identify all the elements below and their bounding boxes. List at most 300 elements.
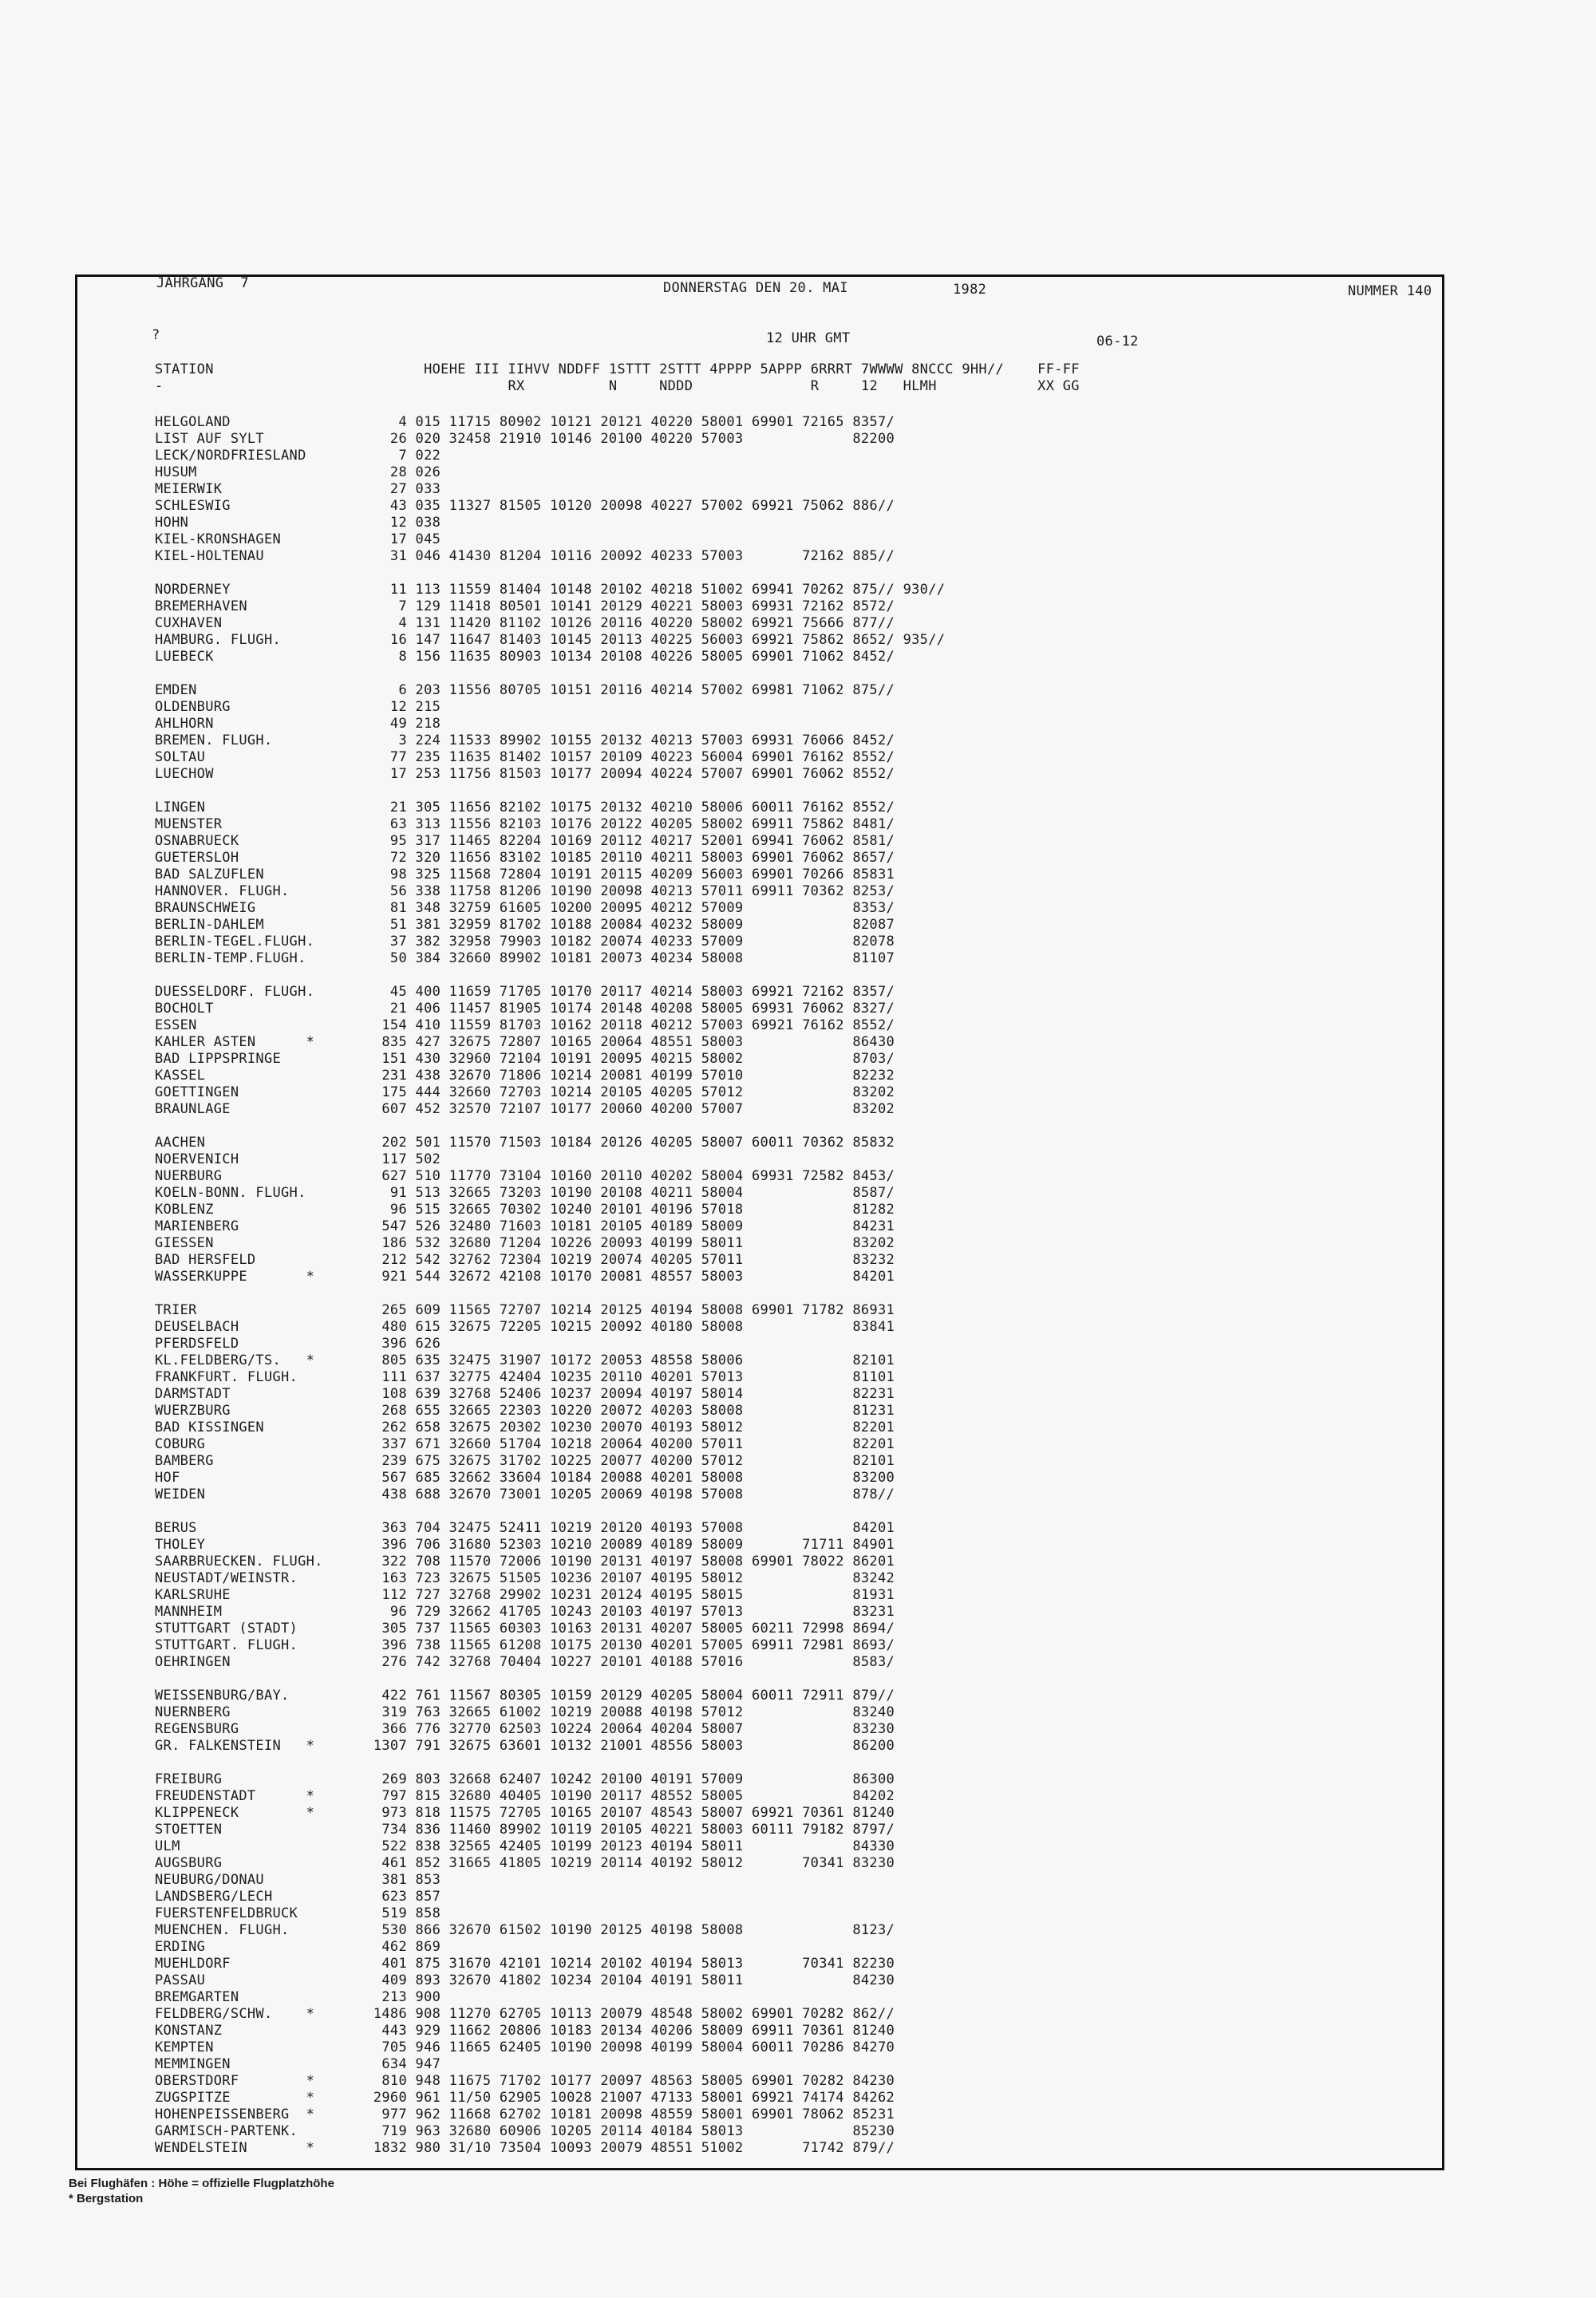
- station-height: 213: [381, 1989, 407, 2005]
- station-name: DUESSELDORF. FLUGH.: [155, 984, 315, 1000]
- station-row: [155, 1386, 1288, 1403]
- station-observation: 325 11568 72804 10191 20115 40209 56003 69901 70266 85831: [415, 867, 895, 882]
- station-name: LECK/NORDFRIESLAND: [155, 448, 306, 464]
- station-height: 96: [389, 1604, 407, 1620]
- station-observation: 313 11556 82103 10176 20122 40205 58002 69911 75862 8481/: [415, 816, 895, 832]
- station-observation: 708 11570 72006 10190 20131 40197 58008 69901 78022 86201: [415, 1554, 895, 1570]
- station-height: 27: [389, 481, 407, 497]
- station-observation: 763 32665 61002 10219 20088 40198 57012 83240: [415, 1704, 895, 1720]
- footnotes: [69, 2176, 334, 2206]
- station-name: BRAUNSCHWEIG: [155, 900, 256, 916]
- station-height: 977: [381, 2106, 407, 2122]
- station-row: [155, 1939, 1288, 1956]
- station-observation: 317 11465 82204 10169 20112 40217 52001 69941 76062 8581/: [415, 833, 895, 849]
- station-name: BAD LIPPSPRINGE: [155, 1051, 282, 1067]
- station-observation: 675 32675 31702 10225 20077 40200 57012 82101: [415, 1453, 895, 1469]
- station-name: FRANKFURT. FLUGH.: [155, 1369, 298, 1385]
- station-row: [155, 2073, 1288, 2090]
- station-height: 366: [381, 1721, 407, 1737]
- station-row: [155, 481, 1288, 498]
- station-name: MUENCHEN. FLUGH.: [155, 1922, 290, 1938]
- station-observation: 526 32480 71603 10181 20105 40189 58009 84231: [415, 1218, 895, 1234]
- station-name: ZUGSPITZE *: [155, 2090, 315, 2106]
- station-row: [155, 1001, 1288, 1017]
- station-observation: 510 11770 73104 10160 20110 40202 58004 69931 72582 8453/: [415, 1168, 895, 1184]
- station-observation: 853: [415, 1872, 441, 1888]
- station-height: 17: [389, 766, 407, 782]
- station-height: 51: [389, 917, 407, 933]
- jahrgang: JAHRGANG 7: [156, 275, 249, 291]
- station-name: MARIENBERG: [155, 1218, 239, 1234]
- station-name: NUERBURG: [155, 1168, 223, 1184]
- station-name: KIEL-KRONSHAGEN: [155, 531, 282, 547]
- station-name: LUEBECK: [155, 649, 214, 665]
- station-observation: 348 32759 61605 10200 20095 40212 57009 8353/: [415, 900, 895, 916]
- station-height: 627: [381, 1168, 407, 1184]
- station-row: [155, 2140, 1288, 2157]
- station-name: NORDERNEY: [155, 582, 231, 598]
- station-row: [155, 1621, 1288, 1637]
- station-row: [155, 850, 1288, 867]
- station-row: [155, 1956, 1288, 1972]
- station-observation: 852 31665 41805 10219 20114 40192 58012 70341 83230: [415, 1855, 895, 1871]
- station-name: COBURG: [155, 1436, 206, 1452]
- station-row: [155, 1587, 1288, 1604]
- station-row: [155, 1453, 1288, 1470]
- station-height: 239: [381, 1453, 407, 1469]
- station-observation: 803 32668 62407 10242 20100 40191 57009 86300: [415, 1771, 895, 1787]
- station-name: ESSEN: [155, 1017, 197, 1033]
- station-name: ULM: [155, 1838, 180, 1854]
- station-observation: 147 11647 81403 10145 20113 40225 56003 69921 75862 8652/ 935//: [415, 632, 946, 648]
- column-header-line1: STATION HOEHE III IIHVV NDDFF 1STTT 2STTT 4PPPP 5APPP 6RRRT 7WWWW 8NCCC 9HH// FF-FF: [155, 361, 1080, 377]
- station-height: 231: [381, 1068, 407, 1084]
- station-observation: 384 32660 89902 10181 20073 40234 58008 81107: [415, 950, 895, 966]
- station-height: 797: [381, 1788, 407, 1804]
- station-height: 72: [389, 850, 407, 866]
- station-row: [155, 800, 1288, 816]
- station-height: 56: [389, 883, 407, 899]
- station-height: 401: [381, 1956, 407, 1972]
- station-name: SAARBRUECKEN. FLUGH.: [155, 1554, 323, 1570]
- station-row: [155, 1151, 1288, 1168]
- station-observation: 022: [415, 448, 441, 464]
- station-observation: 020 32458 21910 10146 20100 40220 57003 82200: [415, 431, 895, 447]
- station-height: 337: [381, 1436, 407, 1452]
- station-name: LANDSBERG/LECH: [155, 1889, 273, 1905]
- station-height: 17: [389, 531, 407, 547]
- station-name: THOLEY: [155, 1537, 206, 1553]
- station-height: 480: [381, 1319, 407, 1335]
- station-height: 305: [381, 1621, 407, 1637]
- station-name: DEUSELBACH: [155, 1319, 239, 1335]
- station-observation: 761 11567 80305 10159 20129 40205 58004 60011 72911 879//: [415, 1688, 895, 1704]
- station-row: [155, 1403, 1288, 1419]
- station-height: 96: [389, 1202, 407, 1218]
- station-height: 112: [381, 1587, 407, 1603]
- station-row: [155, 1855, 1288, 1872]
- station-name: BAMBERG: [155, 1453, 214, 1469]
- station-observation: 727 32768 29902 10231 20124 40195 58015 81931: [415, 1587, 895, 1603]
- station-name: KASSEL: [155, 1068, 206, 1084]
- station-observation: 033: [415, 481, 441, 497]
- station-height: 396: [381, 1637, 407, 1653]
- station-height: 396: [381, 1336, 407, 1352]
- station-row: [155, 2123, 1288, 2140]
- station-observation: 438 32670 71806 10214 20081 40199 57010 82232: [415, 1068, 895, 1084]
- station-observation: 838 32565 42405 10199 20123 40194 58011 84330: [415, 1838, 895, 1854]
- station-name: SOLTAU: [155, 749, 206, 765]
- station-row: [155, 1972, 1288, 1989]
- station-observation: 961 11/50 62905 10028 21007 47133 58001 69921 74174 84262: [415, 2090, 895, 2106]
- station-height: 12: [389, 515, 407, 531]
- station-observation: 729 32662 41705 10243 20103 40197 57013 83231: [415, 1604, 895, 1620]
- station-row: [155, 1369, 1288, 1386]
- station-row: [155, 1554, 1288, 1570]
- station-observation: 723 32675 51505 10236 20107 40195 58012 83242: [415, 1570, 895, 1586]
- station-row: [155, 1922, 1288, 1939]
- station-height: 108: [381, 1386, 407, 1402]
- station-observation: 542 32762 72304 10219 20074 40205 57011 83232: [415, 1252, 895, 1268]
- station-observation: 502: [415, 1151, 441, 1167]
- station-observation: 515 32665 70302 10240 20101 40196 57018 81282: [415, 1202, 895, 1218]
- station-height: 2960: [373, 2090, 407, 2106]
- station-observation: 320 11656 83102 10185 20110 40211 58003 69901 76062 8657/: [415, 850, 895, 866]
- station-observation: 338 11758 81206 10190 20098 40213 57011 69911 70362 8253/: [415, 883, 895, 899]
- group-separator: [155, 1118, 1288, 1135]
- station-height: 409: [381, 1972, 407, 1988]
- station-row: [155, 1688, 1288, 1704]
- station-row: [155, 548, 1288, 565]
- station-row: [155, 766, 1288, 783]
- station-observation: 544 32672 42108 10170 20081 48557 58003 84201: [415, 1269, 895, 1285]
- station-name: BREMEN. FLUGH.: [155, 732, 273, 748]
- station-observation: 215: [415, 699, 441, 715]
- station-name: MANNHEIM: [155, 1604, 223, 1620]
- station-observation: 869: [415, 1939, 441, 1955]
- station-row: [155, 1034, 1288, 1051]
- station-height: 6: [398, 682, 407, 698]
- station-height: 519: [381, 1905, 407, 1921]
- station-row: [155, 1738, 1288, 1755]
- station-name: CUXHAVEN: [155, 615, 223, 631]
- station-height: 1486: [373, 2006, 407, 2022]
- station-height: 111: [381, 1369, 407, 1385]
- station-observation: 706 31680 52303 10210 20089 40189 58009 71711 84901: [415, 1537, 895, 1553]
- station-observation: 444 32660 72703 10214 20105 40205 57012 83202: [415, 1084, 895, 1100]
- station-row: [155, 1822, 1288, 1838]
- station-height: 567: [381, 1470, 407, 1486]
- station-name: GARMISCH-PARTENK.: [155, 2123, 298, 2139]
- station-row: [155, 1185, 1288, 1202]
- station-height: 37: [389, 934, 407, 950]
- station-row: [155, 1905, 1288, 1922]
- station-observation: 737 11565 60303 10163 20131 40207 58005 60211 72998 8694/: [415, 1621, 895, 1637]
- station-name: NEUSTADT/WEINSTR.: [155, 1570, 298, 1586]
- time-range: 06-12: [1096, 334, 1139, 349]
- station-height: 95: [389, 833, 407, 849]
- station-row: [155, 1604, 1288, 1621]
- station-row: [155, 682, 1288, 699]
- station-name: ERDING: [155, 1939, 206, 1955]
- station-row: [155, 732, 1288, 749]
- station-height: 269: [381, 1771, 407, 1787]
- station-observation: 026: [415, 464, 441, 480]
- station-name: LIST AUF SYLT: [155, 431, 264, 447]
- station-row: [155, 448, 1288, 464]
- station-row: [155, 1068, 1288, 1084]
- station-name: MUENSTER: [155, 816, 223, 832]
- station-height: 381: [381, 1872, 407, 1888]
- station-row: [155, 950, 1288, 967]
- group-separator: [155, 665, 1288, 682]
- station-height: 623: [381, 1889, 407, 1905]
- station-observation: 866 32670 61502 10190 20125 40198 58008 8123/: [415, 1922, 895, 1938]
- station-row: [155, 632, 1288, 649]
- station-observation: 626: [415, 1336, 441, 1352]
- station-row: [155, 1704, 1288, 1721]
- station-observation: 615 32675 72205 10215 20092 40180 58008 83841: [415, 1319, 895, 1335]
- group-separator: [155, 1285, 1288, 1302]
- station-observation: 948 11675 71702 10177 20097 48563 58005 69901 70282 84230: [415, 2073, 895, 2089]
- station-observation: 410 11559 81703 10162 20118 40212 57003 69921 76162 8552/: [415, 1017, 895, 1033]
- station-height: 719: [381, 2123, 407, 2139]
- station-row: [155, 1051, 1288, 1068]
- station-name: AHLHORN: [155, 716, 214, 732]
- station-name: LUECHOW: [155, 766, 214, 782]
- station-row: [155, 598, 1288, 615]
- station-row: [155, 1218, 1288, 1235]
- station-name: HOHENPEISSENBERG *: [155, 2106, 315, 2122]
- station-name: SCHLESWIG: [155, 498, 231, 514]
- station-name: BAD KISSINGEN: [155, 1419, 264, 1435]
- bulletin-year: 1982: [953, 282, 987, 298]
- station-observation: 406 11457 81905 10174 20148 40208 58005 69931 76062 8327/: [415, 1001, 895, 1017]
- station-observation: 655 32665 22303 10220 20072 40203 58008 81231: [415, 1403, 895, 1419]
- station-row: [155, 1654, 1288, 1671]
- station-row: [155, 2056, 1288, 2073]
- station-observation: 818 11575 72705 10165 20107 48543 58007 69921 70361 81240: [415, 1805, 895, 1821]
- station-observation: 427 32675 72807 10165 20064 48551 58003 86430: [415, 1034, 895, 1050]
- station-name: KOBLENZ: [155, 1202, 214, 1218]
- station-name: KIEL-HOLTENAU: [155, 548, 264, 564]
- station-height: 21: [389, 800, 407, 815]
- station-name: NEUBURG/DONAU: [155, 1872, 264, 1888]
- station-row: [155, 883, 1288, 900]
- station-name: OEHRINGEN: [155, 1654, 231, 1670]
- station-row: [155, 1352, 1288, 1369]
- station-height: 634: [381, 2056, 407, 2072]
- station-name: BERLIN-TEGEL.FLUGH.: [155, 934, 315, 950]
- station-height: 973: [381, 1805, 407, 1821]
- station-height: 262: [381, 1419, 407, 1435]
- station-height: 26: [389, 431, 407, 447]
- station-observation: 962 11668 62702 10181 20098 48559 58001 69901 78062 85231: [415, 2106, 895, 2122]
- station-observation: 045: [415, 531, 441, 547]
- station-height: 98: [389, 867, 407, 882]
- station-row: [155, 1336, 1288, 1352]
- footnote-mountain-station: * Bergstation: [69, 2192, 144, 2205]
- station-height: 705: [381, 2039, 407, 2055]
- station-height: 1307: [373, 1738, 407, 1754]
- station-name: PASSAU: [155, 1972, 206, 1988]
- station-row: [155, 900, 1288, 917]
- station-height: 45: [389, 984, 407, 1000]
- station-name: AUGSBURG: [155, 1855, 223, 1871]
- station-row: [155, 1805, 1288, 1822]
- station-row: [155, 1084, 1288, 1101]
- station-height: 363: [381, 1520, 407, 1536]
- station-height: 81: [389, 900, 407, 916]
- station-name: WEISSENBURG/BAY.: [155, 1688, 290, 1704]
- station-row: [155, 582, 1288, 598]
- station-name: BAD HERSFELD: [155, 1252, 256, 1268]
- station-row: [155, 1520, 1288, 1537]
- station-row: [155, 649, 1288, 665]
- station-name: WEIDEN: [155, 1487, 206, 1502]
- station-row: [155, 2023, 1288, 2039]
- station-row: [155, 984, 1288, 1001]
- station-height: 49: [389, 716, 407, 732]
- station-row: [155, 414, 1288, 431]
- station-row: [155, 1302, 1288, 1319]
- station-row: [155, 615, 1288, 632]
- station-observation: 980 31/10 73504 10093 20079 48551 51002 71742 879//: [415, 2140, 895, 2156]
- station-observation: 452 32570 72107 10177 20060 40200 57007 83202: [415, 1101, 895, 1117]
- station-name: FREIBURG: [155, 1771, 223, 1787]
- station-name: KONSTANZ: [155, 2023, 223, 2039]
- station-observation: 501 11570 71503 10184 20126 40205 58007 60011 70362 85832: [415, 1135, 895, 1151]
- station-row: [155, 531, 1288, 548]
- station-name: BREMGARTEN: [155, 1989, 239, 2005]
- station-observation: 400 11659 71705 10170 20117 40214 58003 69921 72162 8357/: [415, 984, 895, 1000]
- station-observation: 637 32775 42404 10235 20110 40201 57013 81101: [415, 1369, 895, 1385]
- station-row: [155, 1017, 1288, 1034]
- station-height: 322: [381, 1554, 407, 1570]
- station-observation: 738 11565 61208 10175 20130 40201 57005 69911 72981 8693/: [415, 1637, 895, 1653]
- station-row: [155, 699, 1288, 716]
- station-row: [155, 1436, 1288, 1453]
- station-height: 530: [381, 1922, 407, 1938]
- station-observation: 858: [415, 1905, 441, 1921]
- station-name: DARMSTADT: [155, 1386, 231, 1402]
- station-row: [155, 833, 1288, 850]
- station-height: 63: [389, 816, 407, 832]
- observation-time: 12 UHR GMT: [766, 330, 851, 346]
- station-observation: 688 32670 73001 10205 20069 40198 57008 878//: [415, 1487, 895, 1502]
- station-observation: 156 11635 80903 10134 20108 40226 58005 69901 71062 8452/: [415, 649, 895, 665]
- station-observation: 113 11559 81404 10148 20102 40218 51002 69941 70262 875// 930//: [415, 582, 946, 598]
- station-observation: 381 32959 81702 10188 20084 40232 58009 82087: [415, 917, 895, 933]
- station-observation: 635 32475 31907 10172 20053 48558 58006 82101: [415, 1352, 895, 1368]
- station-observation: 430 32960 72104 10191 20095 40215 58002 8703/: [415, 1051, 895, 1067]
- station-observation: 791 32675 63601 10132 21001 48556 58003 86200: [415, 1738, 895, 1754]
- station-row: [155, 1269, 1288, 1285]
- station-height: 276: [381, 1654, 407, 1670]
- station-name: BERUS: [155, 1520, 197, 1536]
- station-name: BRAUNLAGE: [155, 1101, 231, 1117]
- station-row: [155, 2106, 1288, 2123]
- station-height: 8: [398, 649, 407, 665]
- station-name: KAHLER ASTEN *: [155, 1034, 315, 1050]
- station-height: 547: [381, 1218, 407, 1234]
- station-height: 117: [381, 1151, 407, 1167]
- station-name: MEMMINGEN: [155, 2056, 231, 2072]
- station-observation: 815 32680 40405 10190 20117 48552 58005 84202: [415, 1788, 895, 1804]
- station-height: 921: [381, 1269, 407, 1285]
- station-observation: 129 11418 80501 10141 20129 40221 58003 69931 72162 8572/: [415, 598, 895, 614]
- station-height: 4: [398, 615, 407, 631]
- station-height: 462: [381, 1939, 407, 1955]
- station-row: [155, 1319, 1288, 1336]
- station-row: [155, 1637, 1288, 1654]
- station-name: HAMBURG. FLUGH.: [155, 632, 282, 648]
- station-height: 16: [389, 632, 407, 648]
- station-observation: 224 11533 89902 10155 20132 40213 57003 69931 76066 8452/: [415, 732, 895, 748]
- station-name: OBERSTDORF *: [155, 2073, 315, 2089]
- group-separator: [155, 1503, 1288, 1520]
- station-name: OLDENBURG: [155, 699, 231, 715]
- station-height: 1832: [373, 2140, 407, 2156]
- station-name: KARLSRUHE: [155, 1587, 231, 1603]
- station-name: BAD SALZUFLEN: [155, 867, 264, 882]
- station-height: 163: [381, 1570, 407, 1586]
- station-name: HUSUM: [155, 464, 197, 480]
- station-row: [155, 1989, 1288, 2006]
- station-name: WENDELSTEIN *: [155, 2140, 315, 2156]
- station-row: [155, 1838, 1288, 1855]
- station-height: 175: [381, 1084, 407, 1100]
- station-height: 835: [381, 1034, 407, 1050]
- station-row: [155, 1570, 1288, 1587]
- station-name: STUTTGART (STADT): [155, 1621, 298, 1637]
- station-name: AACHEN: [155, 1135, 206, 1151]
- station-name: BERLIN-DAHLEM: [155, 917, 264, 933]
- station-observation: 836 11460 89902 10119 20105 40221 58003 60111 79182 8797/: [415, 1822, 895, 1838]
- corner-mark: ?: [152, 327, 160, 343]
- station-observation: 857: [415, 1889, 441, 1905]
- station-row: [155, 2090, 1288, 2106]
- station-row: [155, 1168, 1288, 1185]
- station-name: MUEHLDORF: [155, 1956, 231, 1972]
- station-row: [155, 749, 1288, 766]
- station-row: [155, 816, 1288, 833]
- station-height: 12: [389, 699, 407, 715]
- station-height: 28: [389, 464, 407, 480]
- station-row: [155, 917, 1288, 934]
- station-height: 4: [398, 414, 407, 430]
- station-name: BERLIN-TEMP.FLUGH.: [155, 950, 306, 966]
- station-height: 3: [398, 732, 407, 748]
- station-observation: 776 32770 62503 10224 20064 40204 58007 83230: [415, 1721, 895, 1737]
- station-observation: 963 32680 60906 10205 20114 40184 58013 85230: [415, 2123, 895, 2139]
- station-row: [155, 1202, 1288, 1218]
- station-name: KLIPPENECK *: [155, 1805, 315, 1821]
- station-height: 396: [381, 1537, 407, 1553]
- station-row: [155, 1889, 1288, 1905]
- station-row: [155, 1771, 1288, 1788]
- station-name: LINGEN: [155, 800, 206, 815]
- bulletin-date: DONNERSTAG DEN 20. MAI: [663, 280, 848, 296]
- station-height: 212: [381, 1252, 407, 1268]
- station-name: KL.FELDBERG/TS. *: [155, 1352, 315, 1368]
- station-row: [155, 1135, 1288, 1151]
- station-row: [155, 934, 1288, 950]
- station-observation: 639 32768 52406 10237 20094 40197 58014 82231: [415, 1386, 895, 1402]
- station-name: OSNABRUECK: [155, 833, 239, 849]
- station-height: 734: [381, 1822, 407, 1838]
- station-observation: 218: [415, 716, 441, 732]
